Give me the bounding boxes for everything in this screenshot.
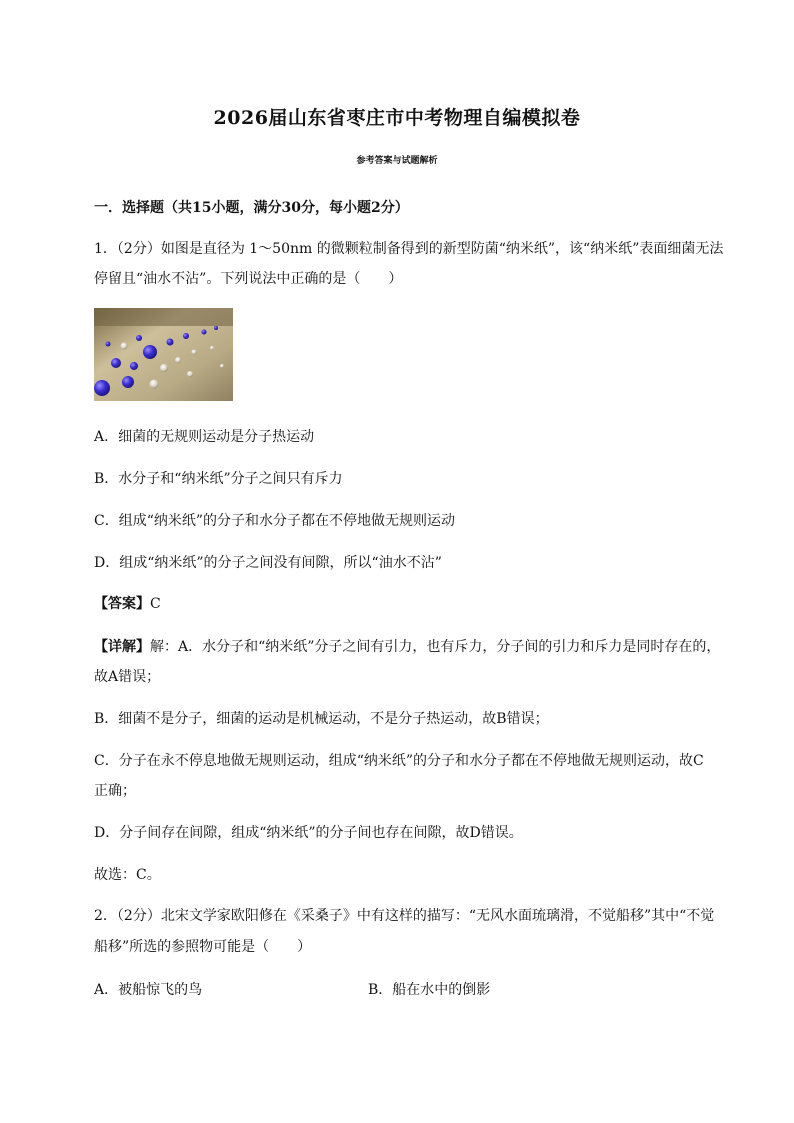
q1-choose: 故选：C。 [94, 867, 161, 883]
answer-tag: 【答案】 [94, 596, 150, 612]
q2-stem-line2: 船移”所选的参照物可能是（ ） [94, 939, 312, 955]
page-title: 2026届山东省枣庄市中考物理自编模拟卷 [213, 107, 581, 129]
q1-answer [94, 593, 161, 613]
q1-detail-c2: 正确； [94, 783, 136, 799]
q1-option-a: A．细菌的无规则运动是分子热运动 [94, 429, 315, 445]
water-droplets-image [94, 308, 233, 401]
q1-stem-line1: 1．（2分）如图是直径为 1～50nm 的微颗粒制备得到的新型防菌“纳米纸”，该“纳米纸”表面细菌无法 [94, 241, 724, 257]
q1-detail-b: B．细菌不是分子，细菌的运动是机械运动，不是分子热运动，故B错误； [94, 711, 549, 727]
detail-tag: 【详解】 [94, 639, 150, 655]
q1-stem-line2: 停留且“油水不沾”。下列说法中正确的是（ ） [94, 271, 403, 287]
q1-option-d: D．组成“纳米纸”的分子之间没有间隙，所以“油水不沾” [94, 555, 442, 571]
q1-option-b: B．水分子和“纳米纸”分子之间只有斥力 [94, 471, 343, 487]
page-subtitle: 参考答案与试题解析 [356, 156, 438, 166]
answer-value: C [150, 596, 161, 612]
q2-stem-line1: 2．（2分）北宋文学家欧阳修在《采桑子》中有这样的描写：“无风水面琉璃滑，不觉船移”其中“不觉 [94, 908, 715, 924]
section-heading: 一．选择题（共15小题，满分30分，每小题2分） [94, 200, 409, 216]
q2-option-b: B．船在水中的倒影 [368, 982, 491, 998]
q1-detail-c1: C．分子在永不停息地做无规则运动，组成“纳米纸”的分子和水分子都在不停地做无规则运动，故C [94, 753, 704, 769]
q1-option-c: C．组成“纳米纸”的分子和水分子都在不停地做无规则运动 [94, 513, 456, 529]
q1-detail-d: D．分子间存在间隙，组成“纳米纸”的分子间也存在间隙，故D错误。 [94, 825, 523, 841]
q1-detail-line2: 故A错误； [94, 669, 161, 685]
q2-option-a: A．被船惊飞的鸟 [94, 982, 203, 998]
detail-text: 解：A．水分子和“纳米纸”分子之间有引力，也有斥力，分子间的引力和斥力是同时存在的， [150, 639, 721, 655]
q1-detail-line1 [94, 636, 720, 656]
nano-paper-photo [94, 308, 233, 401]
